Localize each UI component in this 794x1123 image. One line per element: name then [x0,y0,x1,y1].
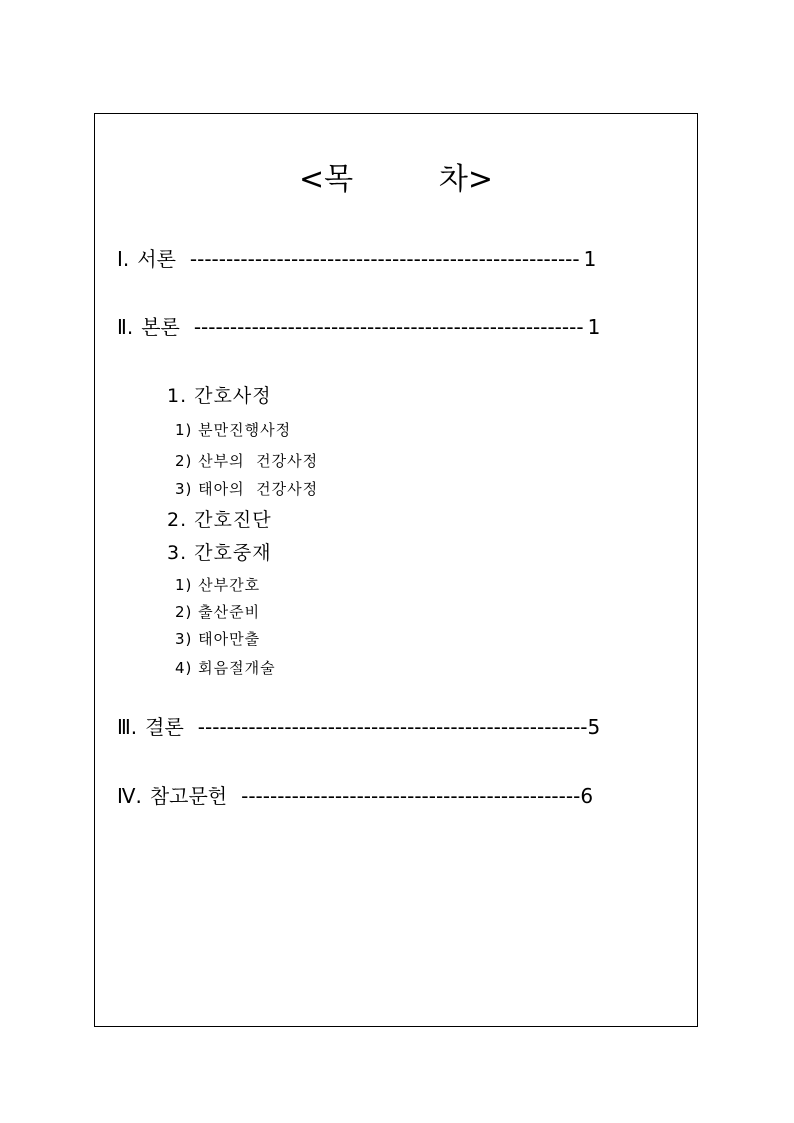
toc-subsection: 4) 회음절개술 [175,659,276,677]
toc-entry-leader: ------------------------------------------------------ [189,247,580,271]
toc-subsection: 1) 산부간호 [175,576,261,594]
toc-entry-leader: ------------------------------------------------------ [197,715,588,739]
toc-subsection: 3) 태아의 건강사정 [175,480,319,498]
toc-entry-references [117,783,593,809]
toc-entry-number: Ⅳ. [117,784,142,808]
toc-entry-page: 6 [580,784,594,808]
toc-subsection: 2) 산부의 건강사정 [175,452,319,470]
toc-entry-introduction [117,246,596,272]
toc-entry-label: 서론 [137,247,176,271]
toc-entry-conclusion [117,714,600,740]
toc-entry-page: 1 [587,315,601,339]
toc-entry-leader: ------------------------------------------------------ [193,315,584,339]
toc-entry-label: 본론 [141,315,180,339]
toc-section-intervention: 3. 간호중재 [167,542,272,564]
toc-section-diagnosis: 2. 간호진단 [167,509,272,531]
toc-subsection: 2) 출산준비 [175,603,261,621]
toc-entry-page: 5 [587,715,601,739]
toc-entry-body [117,314,600,340]
toc-subsection: 3) 태아만출 [175,630,261,648]
toc-title: <목 차> [298,162,494,197]
toc-entry-label: 참고문헌 [149,784,228,808]
toc-entry-leader: ----------------------------------------------- [241,784,581,808]
toc-entry-number: Ⅲ. [117,715,138,739]
toc-entry-number: Ⅰ. [117,247,130,271]
toc-entry-page: 1 [583,247,597,271]
toc-entry-label: 결론 [145,715,184,739]
toc-section-assessment: 1. 간호사정 [167,385,272,407]
toc-subsection: 1) 분만진행사정 [175,421,292,439]
toc-entry-number: Ⅱ. [117,315,134,339]
